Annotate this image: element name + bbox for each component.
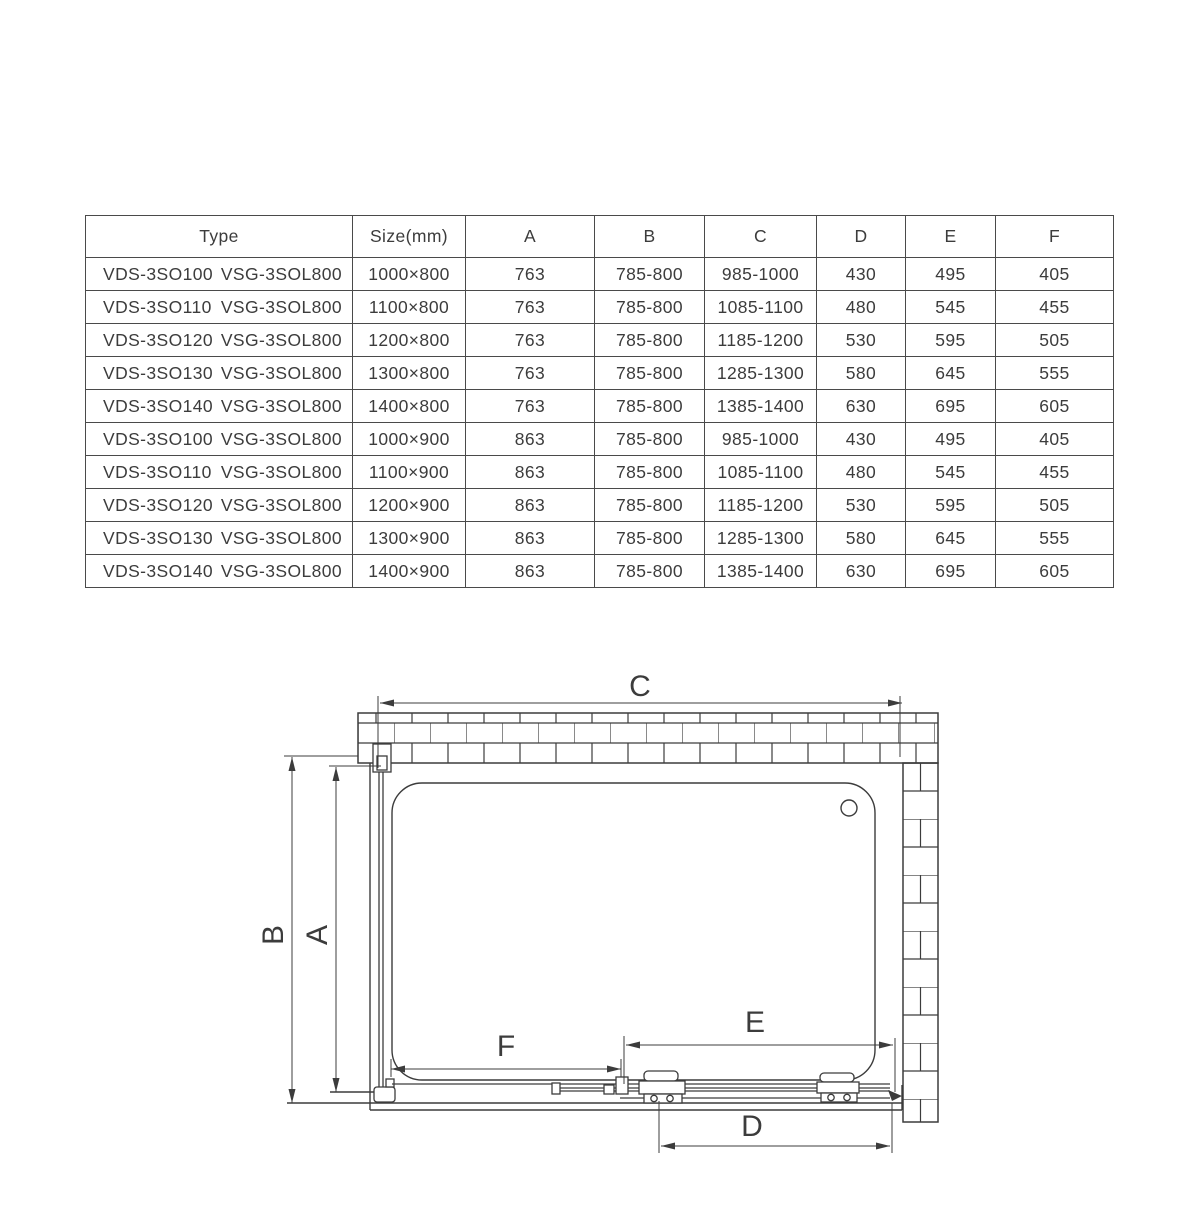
size-cell: 1000×800 xyxy=(353,258,466,291)
size-cell: 1100×800 xyxy=(353,291,466,324)
dim-a-cell: 763 xyxy=(466,390,595,423)
dim-b-cell: 785-800 xyxy=(595,291,705,324)
dim-c-cell: 1285-1300 xyxy=(705,357,817,390)
dim-c-cell: 985-1000 xyxy=(705,258,817,291)
dim-a-cell: 763 xyxy=(466,291,595,324)
type-model: VDS-3SO110 xyxy=(103,296,212,317)
roller-assembly-left xyxy=(639,1071,685,1103)
size-cell: 1400×800 xyxy=(353,390,466,423)
type-glass: VSG-3SOL800 xyxy=(220,296,342,317)
type-cell xyxy=(86,489,353,522)
type-cell xyxy=(86,456,353,489)
dim-label-f: F xyxy=(496,1030,516,1063)
dim-e-cell: 495 xyxy=(906,258,996,291)
dim-e-cell: 495 xyxy=(906,423,996,456)
type-cell xyxy=(86,423,353,456)
dim-a-cell: 763 xyxy=(466,324,595,357)
table-row xyxy=(86,522,1114,555)
dim-label-e: E xyxy=(744,1006,766,1039)
size-cell: 1300×900 xyxy=(353,522,466,555)
type-glass: VSG-3SOL800 xyxy=(220,428,342,449)
dim-f-cell: 455 xyxy=(996,291,1114,324)
type-cell xyxy=(86,357,353,390)
dim-d-cell: 530 xyxy=(817,489,906,522)
dim-e-cell: 695 xyxy=(906,555,996,588)
dim-d-cell: 630 xyxy=(817,555,906,588)
size-cell: 1400×900 xyxy=(353,555,466,588)
dim-d-cell: 430 xyxy=(817,423,906,456)
type-cell xyxy=(86,258,353,291)
plan-view-drawing xyxy=(0,640,1200,1200)
dim-b-cell: 785-800 xyxy=(595,423,705,456)
dim-a-cell: 763 xyxy=(466,357,595,390)
spec-table-header xyxy=(86,216,1114,258)
dim-e-cell: 545 xyxy=(906,291,996,324)
dim-d-cell: 480 xyxy=(817,291,906,324)
size-cell: 1200×900 xyxy=(353,489,466,522)
type-model: VDS-3SO100 xyxy=(103,263,214,284)
dimension-d xyxy=(659,1101,892,1153)
dim-c-cell: 1085-1100 xyxy=(705,456,817,489)
dim-label-a: A xyxy=(301,924,334,946)
dim-f-cell: 505 xyxy=(996,324,1114,357)
type-cell xyxy=(86,390,353,423)
type-model: VDS-3SO110 xyxy=(103,461,212,482)
dim-b-cell: 785-800 xyxy=(595,357,705,390)
dim-d-cell: 630 xyxy=(817,390,906,423)
dim-f-cell: 405 xyxy=(996,258,1114,291)
type-model: VDS-3SO130 xyxy=(103,527,214,548)
size-cell: 1300×800 xyxy=(353,357,466,390)
table-row xyxy=(86,357,1114,390)
size-cell: 1000×900 xyxy=(353,423,466,456)
dim-a-cell: 863 xyxy=(466,456,595,489)
dim-c-cell: 1085-1100 xyxy=(705,291,817,324)
dim-b-cell: 785-800 xyxy=(595,324,705,357)
type-cell xyxy=(86,291,353,324)
type-cell xyxy=(86,324,353,357)
type-glass: VSG-3SOL800 xyxy=(220,395,342,416)
header-row xyxy=(86,216,1114,258)
header-type: Type xyxy=(86,216,353,258)
dim-d-cell: 580 xyxy=(817,522,906,555)
dim-b-cell: 785-800 xyxy=(595,390,705,423)
right-brick-wall xyxy=(903,763,938,1122)
dim-e-cell: 695 xyxy=(906,390,996,423)
spec-table-container xyxy=(85,215,1114,588)
type-model: VDS-3SO120 xyxy=(103,329,214,350)
dim-c-cell: 1185-1200 xyxy=(705,324,817,357)
dim-label-b: B xyxy=(257,924,290,946)
type-model: VDS-3SO130 xyxy=(103,362,214,383)
table-row xyxy=(86,489,1114,522)
dim-e-cell: 595 xyxy=(906,324,996,357)
dim-c-cell: 1385-1400 xyxy=(705,555,817,588)
type-cell xyxy=(86,522,353,555)
dim-b-cell: 785-800 xyxy=(595,456,705,489)
dim-f-cell: 405 xyxy=(996,423,1114,456)
dim-a-cell: 863 xyxy=(466,489,595,522)
type-glass: VSG-3SOL800 xyxy=(220,362,342,383)
header-b: B xyxy=(595,216,705,258)
dim-c-cell: 985-1000 xyxy=(705,423,817,456)
type-glass: VSG-3SOL800 xyxy=(220,527,342,548)
spec-table-body xyxy=(86,258,1114,588)
type-model: VDS-3SO100 xyxy=(103,428,214,449)
drain-hole xyxy=(841,800,857,816)
table-row xyxy=(86,324,1114,357)
dim-f-cell: 605 xyxy=(996,390,1114,423)
dim-f-cell: 555 xyxy=(996,522,1114,555)
type-model: VDS-3SO120 xyxy=(103,494,214,515)
dim-label-d: D xyxy=(741,1110,763,1143)
dim-a-cell: 763 xyxy=(466,258,595,291)
dim-b-cell: 785-800 xyxy=(595,555,705,588)
dim-c-cell: 1285-1300 xyxy=(705,522,817,555)
dim-a-cell: 863 xyxy=(466,555,595,588)
table-row xyxy=(86,456,1114,489)
table-row xyxy=(86,423,1114,456)
wall-profile-bottom xyxy=(374,1087,395,1102)
dim-e-cell: 645 xyxy=(906,522,996,555)
header-size: Size(mm) xyxy=(353,216,466,258)
type-glass: VSG-3SOL800 xyxy=(220,329,342,350)
type-glass: VSG-3SOL800 xyxy=(220,560,342,581)
door-handle xyxy=(616,1077,628,1094)
dim-e-cell: 595 xyxy=(906,489,996,522)
top-brick-wall xyxy=(358,713,938,763)
dimension-a xyxy=(329,766,381,1092)
spec-table xyxy=(85,215,1114,588)
type-model: VDS-3SO140 xyxy=(103,560,214,581)
header-c: C xyxy=(705,216,817,258)
drawing-svg xyxy=(0,640,1200,1200)
dim-label-c: C xyxy=(629,670,651,703)
table-row xyxy=(86,291,1114,324)
type-glass: VSG-3SOL800 xyxy=(220,494,342,515)
dim-d-cell: 580 xyxy=(817,357,906,390)
header-a: A xyxy=(466,216,595,258)
dim-d-cell: 480 xyxy=(817,456,906,489)
dim-b-cell: 785-800 xyxy=(595,522,705,555)
type-glass: VSG-3SOL800 xyxy=(220,263,342,284)
table-row xyxy=(86,390,1114,423)
dim-f-cell: 505 xyxy=(996,489,1114,522)
table-row xyxy=(86,258,1114,291)
size-cell: 1100×900 xyxy=(353,456,466,489)
type-model: VDS-3SO140 xyxy=(103,395,214,416)
shower-tray xyxy=(392,783,875,1080)
header-e: E xyxy=(906,216,996,258)
type-cell xyxy=(86,555,353,588)
dim-c-cell: 1185-1200 xyxy=(705,489,817,522)
dim-b-cell: 785-800 xyxy=(595,489,705,522)
table-row xyxy=(86,555,1114,588)
dim-d-cell: 430 xyxy=(817,258,906,291)
dim-f-cell: 555 xyxy=(996,357,1114,390)
dim-c-cell: 1385-1400 xyxy=(705,390,817,423)
dim-f-cell: 455 xyxy=(996,456,1114,489)
type-glass: VSG-3SOL800 xyxy=(220,461,342,482)
dim-a-cell: 863 xyxy=(466,522,595,555)
header-f: F xyxy=(996,216,1114,258)
dim-d-cell: 530 xyxy=(817,324,906,357)
size-cell: 1200×800 xyxy=(353,324,466,357)
dim-e-cell: 545 xyxy=(906,456,996,489)
door-end-cap xyxy=(552,1083,560,1094)
dim-f-cell: 605 xyxy=(996,555,1114,588)
dim-e-cell: 645 xyxy=(906,357,996,390)
dim-b-cell: 785-800 xyxy=(595,258,705,291)
header-d: D xyxy=(817,216,906,258)
dim-a-cell: 863 xyxy=(466,423,595,456)
roller-assembly-right xyxy=(817,1073,859,1102)
